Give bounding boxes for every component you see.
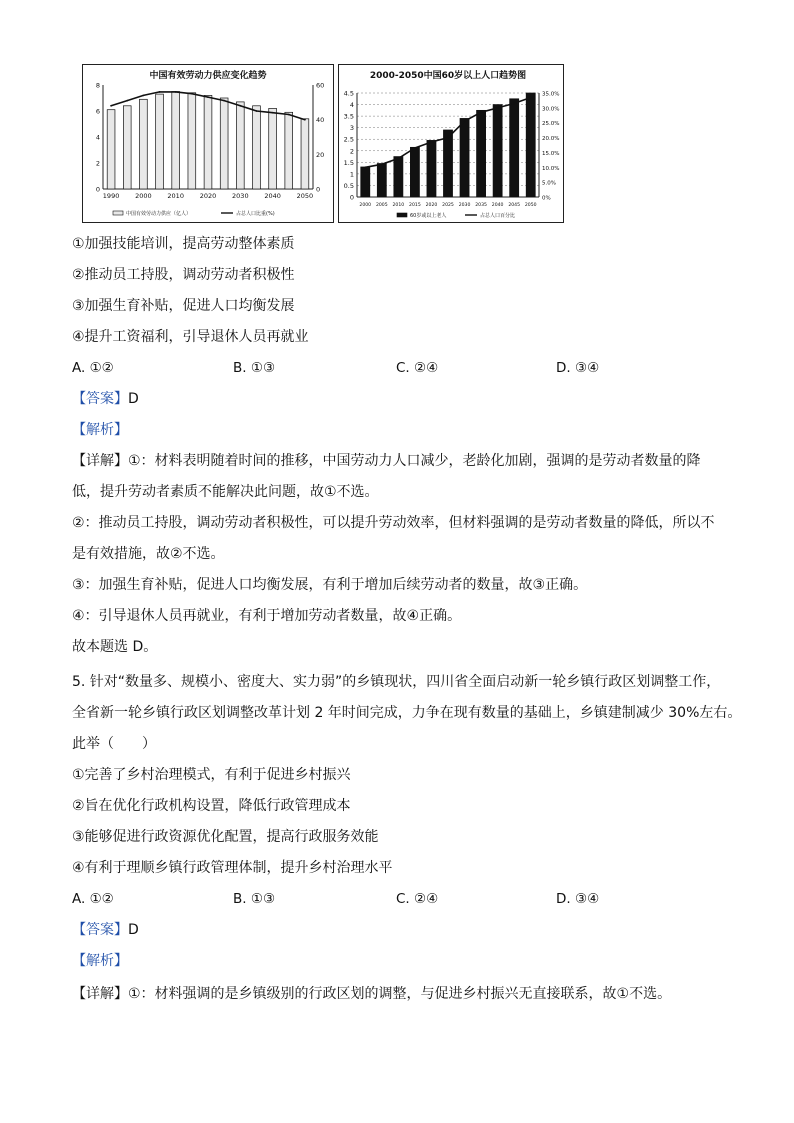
elderly-x-tick: 2050: [524, 203, 537, 208]
elderly-bar: [394, 157, 403, 197]
labor-y-left-tick: 4: [95, 133, 100, 142]
elderly-x-tick: 2005: [375, 203, 388, 208]
q4-item-2: ②推动员工持股，调动劳动者积极性: [72, 267, 295, 283]
q4-detail-2: 低，提升劳动者素质不能解决此问题，故①不选。: [72, 484, 379, 500]
q5-item-2: ②旨在优化行政机构设置，降低行政管理成本: [72, 798, 351, 814]
labor-line-point: [272, 112, 274, 114]
q4-option-a: A. ①②: [72, 360, 114, 376]
q4-conclusion: 故本题选 D。: [72, 639, 158, 655]
labor-bar: [172, 92, 180, 190]
labor-bar: [123, 106, 131, 189]
q5-answer-tag: 【答案】: [72, 922, 128, 938]
labor-x-tick: 2020: [199, 192, 217, 200]
labor-line-point: [159, 91, 161, 93]
elderly-y-left-tick: 2.5: [343, 135, 354, 144]
q5-detail-1: [72, 985, 671, 1003]
labor-y-right-tick: 60: [316, 81, 325, 90]
elderly-line-point: [447, 137, 449, 139]
q4-detail-6: ④：引导退休人员再就业，有利于增加劳动者数量，故④正确。: [72, 608, 462, 624]
q5-answer-value: D: [128, 922, 139, 938]
labor-bar: [220, 98, 228, 189]
labor-y-right-tick: 0: [316, 185, 321, 194]
q4-answer: [72, 390, 139, 408]
labor-x-tick: 2000: [135, 192, 152, 200]
elderly-bar: [427, 140, 436, 197]
elderly-y-left-tick: 2: [349, 147, 354, 156]
labor-bar: [285, 112, 293, 189]
elderly-bar: [460, 118, 469, 197]
labor-bar: [140, 99, 148, 189]
labor-line-point: [207, 96, 209, 98]
labor-bar: [236, 102, 244, 189]
elderly-x-tick: 2045: [508, 203, 521, 208]
q4-analysis-tag: 【解析】: [72, 422, 128, 438]
labor-y-left-tick: 8: [95, 81, 100, 90]
labor-bar: [107, 110, 115, 189]
q5-option-c: C. ②④: [396, 891, 439, 907]
elderly-y-left-tick: 3: [349, 124, 354, 133]
elderly-line-point: [414, 147, 416, 149]
elderly-x-tick: 2035: [475, 203, 487, 208]
chart-elderly-population: [338, 64, 564, 223]
labor-y-right-tick: 40: [316, 116, 325, 125]
elderly-y-left-tick: 3.5: [343, 112, 354, 121]
elderly-bar: [443, 130, 452, 197]
elderly-y-right-tick: 25.0%: [542, 121, 560, 128]
labor-x-tick: 2010: [167, 192, 184, 200]
labor-y-left-tick: 2: [95, 159, 100, 168]
labor-line-point: [239, 105, 241, 107]
elderly-x-tick: 2030: [458, 203, 471, 208]
elderly-bar: [377, 163, 386, 197]
q4-answer-value: D: [128, 391, 139, 407]
labor-bar: [269, 108, 277, 189]
q4-detail-1: [72, 452, 701, 470]
q5-stem-1: 5. 针对“数量多、规模小、密度大、实力弱”的乡镇现状，四川省全面启动新一轮乡镇行政区划调整工作，: [72, 674, 721, 690]
elderly-line-point: [464, 120, 466, 122]
labor-x-tick: 2030: [232, 192, 249, 200]
labor-line-point: [304, 119, 306, 121]
elderly-bar: [361, 167, 370, 197]
elderly-y-left-tick: 0: [349, 193, 354, 202]
elderly-legend-bar-swatch: [397, 213, 407, 217]
elderly-y-left-tick: 1.5: [343, 158, 354, 167]
labor-line-point: [288, 114, 290, 116]
elderly-x-tick: 2020: [425, 203, 438, 208]
elderly-bar: [510, 99, 519, 197]
elderly-x-tick: 2015: [409, 203, 421, 208]
elderly-line-point: [381, 163, 383, 165]
elderly-y-right-tick: 0%: [542, 195, 551, 202]
q4-item-3: ③加强生育补贴，促进人口均衡发展: [72, 298, 295, 314]
labor-line-point: [223, 100, 225, 102]
q5-item-4: ④有利于理顺乡镇行政管理体制，提升乡村治理水平: [72, 860, 393, 876]
elderly-bar: [493, 105, 502, 197]
labor-bar: [204, 95, 212, 189]
labor-legend-bar-swatch: [113, 211, 123, 215]
labor-y-right-tick: 20: [316, 150, 325, 159]
q4-item-1: ①加强技能培训，提高劳动整体素质: [72, 236, 295, 252]
chart-labor-supply-svg: [83, 65, 333, 222]
q5-item-1: ①完善了乡村治理模式，有利于促进乡村振兴: [72, 767, 351, 783]
elderly-legend-bar-label: 60岁或以上老人: [410, 213, 447, 219]
labor-line-point: [256, 110, 258, 112]
chart-labor-supply: [82, 64, 334, 223]
labor-line-point: [142, 95, 144, 97]
labor-x-tick: 1990: [102, 192, 120, 200]
elderly-y-right-tick: 35.0%: [542, 91, 560, 98]
elderly-line-point: [480, 111, 482, 113]
elderly-y-left-tick: 1: [349, 170, 354, 179]
figure-charts: [82, 64, 562, 224]
labor-legend-bar-label: 中国有效劳动力供应（亿人）: [126, 211, 192, 217]
labor-line-point: [175, 91, 177, 93]
q4-detail-4: 是有效措施，故②不选。: [72, 546, 225, 562]
labor-bar: [156, 94, 164, 189]
elderly-y-right-tick: 20.0%: [542, 136, 560, 143]
elderly-y-left-tick: 4.5: [343, 89, 354, 98]
elderly-line-point: [397, 157, 399, 159]
q5-item-3: ③能够促进行政资源优化配置，提高行政服务效能: [72, 829, 379, 845]
q4-option-b: B. ①③: [233, 360, 276, 376]
labor-y-left-tick: 0: [95, 185, 100, 194]
q4-detail-line: ①：材料表明随着时间的推移，中国劳动力人口减少，老龄化加剧，强调的是劳动者数量的降: [128, 453, 701, 469]
q4-detail-tag: 【详解】: [72, 453, 128, 469]
q4-option-c: C. ②④: [396, 360, 439, 376]
q4-item-4: ④提升工资福利，引导退休人员再就业: [72, 329, 309, 345]
elderly-line-point: [364, 166, 366, 168]
labor-y-left-tick: 6: [95, 107, 100, 116]
elderly-x-tick: 2000: [359, 203, 372, 208]
q5-option-a: A. ①②: [72, 891, 114, 907]
labor-x-tick: 2050: [296, 192, 314, 200]
elderly-title: 2000-2050中国60岁以上人口趋势图: [369, 71, 527, 81]
elderly-y-right-tick: 30.0%: [542, 106, 560, 113]
q5-detail-tag: 【详解】: [72, 986, 128, 1002]
q5-answer: [72, 921, 139, 939]
elderly-x-tick: 2025: [442, 203, 454, 208]
q4-detail-3: ②：推动员工持股，调动劳动者积极性，可以提升劳动效率，但材料强调的是劳动者数量的降低，所以不: [72, 515, 715, 531]
q4-detail-5: ③：加强生育补贴，促进人口均衡发展，有利于增加后续劳动者的数量，故③正确。: [72, 577, 588, 593]
q5-option-d: D. ③④: [556, 891, 600, 907]
elderly-bar: [477, 110, 486, 197]
labor-line-point: [110, 105, 112, 107]
q5-option-b: B. ①③: [233, 891, 276, 907]
elderly-line-point: [513, 103, 515, 105]
labor-title: 中国有效劳动力供应变化趋势: [149, 71, 267, 81]
elderly-line-point: [431, 141, 433, 143]
elderly-y-right-tick: 15.0%: [542, 150, 560, 157]
q5-stem-2: 全省新一轮乡镇行政区划调整改革计划 2 年时间完成，力争在现有数量的基础上，乡镇建制减少 30%左右。: [72, 705, 742, 721]
q4-option-d: D. ③④: [556, 360, 600, 376]
labor-bar: [253, 106, 261, 189]
elderly-line-point: [530, 97, 532, 99]
labor-legend-line-label: 占总人口比重(%): [236, 211, 275, 217]
elderly-y-right-tick: 5.0%: [542, 180, 556, 187]
chart-elderly-population-svg: [339, 65, 563, 222]
elderly-line-point: [497, 107, 499, 109]
elderly-legend-line-label: 占总人口百分比: [480, 213, 516, 219]
q5-analysis-tag: 【解析】: [72, 953, 128, 969]
elderly-x-tick: 2040: [491, 203, 504, 208]
labor-line-point: [126, 100, 128, 102]
labor-bar: [301, 119, 309, 189]
elderly-y-right-tick: 10.0%: [542, 165, 560, 172]
labor-bar: [188, 93, 196, 189]
elderly-y-left-tick: 4: [349, 101, 354, 110]
elderly-y-left-tick: 0.5: [343, 181, 354, 190]
q4-answer-tag: 【答案】: [72, 391, 128, 407]
labor-x-tick: 2040: [264, 192, 281, 200]
elderly-bar: [410, 147, 419, 197]
elderly-bar: [526, 93, 535, 197]
elderly-x-tick: 2010: [392, 203, 405, 208]
q5-detail-line: ①：材料强调的是乡镇级别的行政区划的调整，与促进乡村振兴无直接联系，故①不选。: [128, 986, 672, 1002]
labor-line-point: [191, 93, 193, 95]
q5-stem-3: 此举（ ）: [72, 736, 156, 752]
